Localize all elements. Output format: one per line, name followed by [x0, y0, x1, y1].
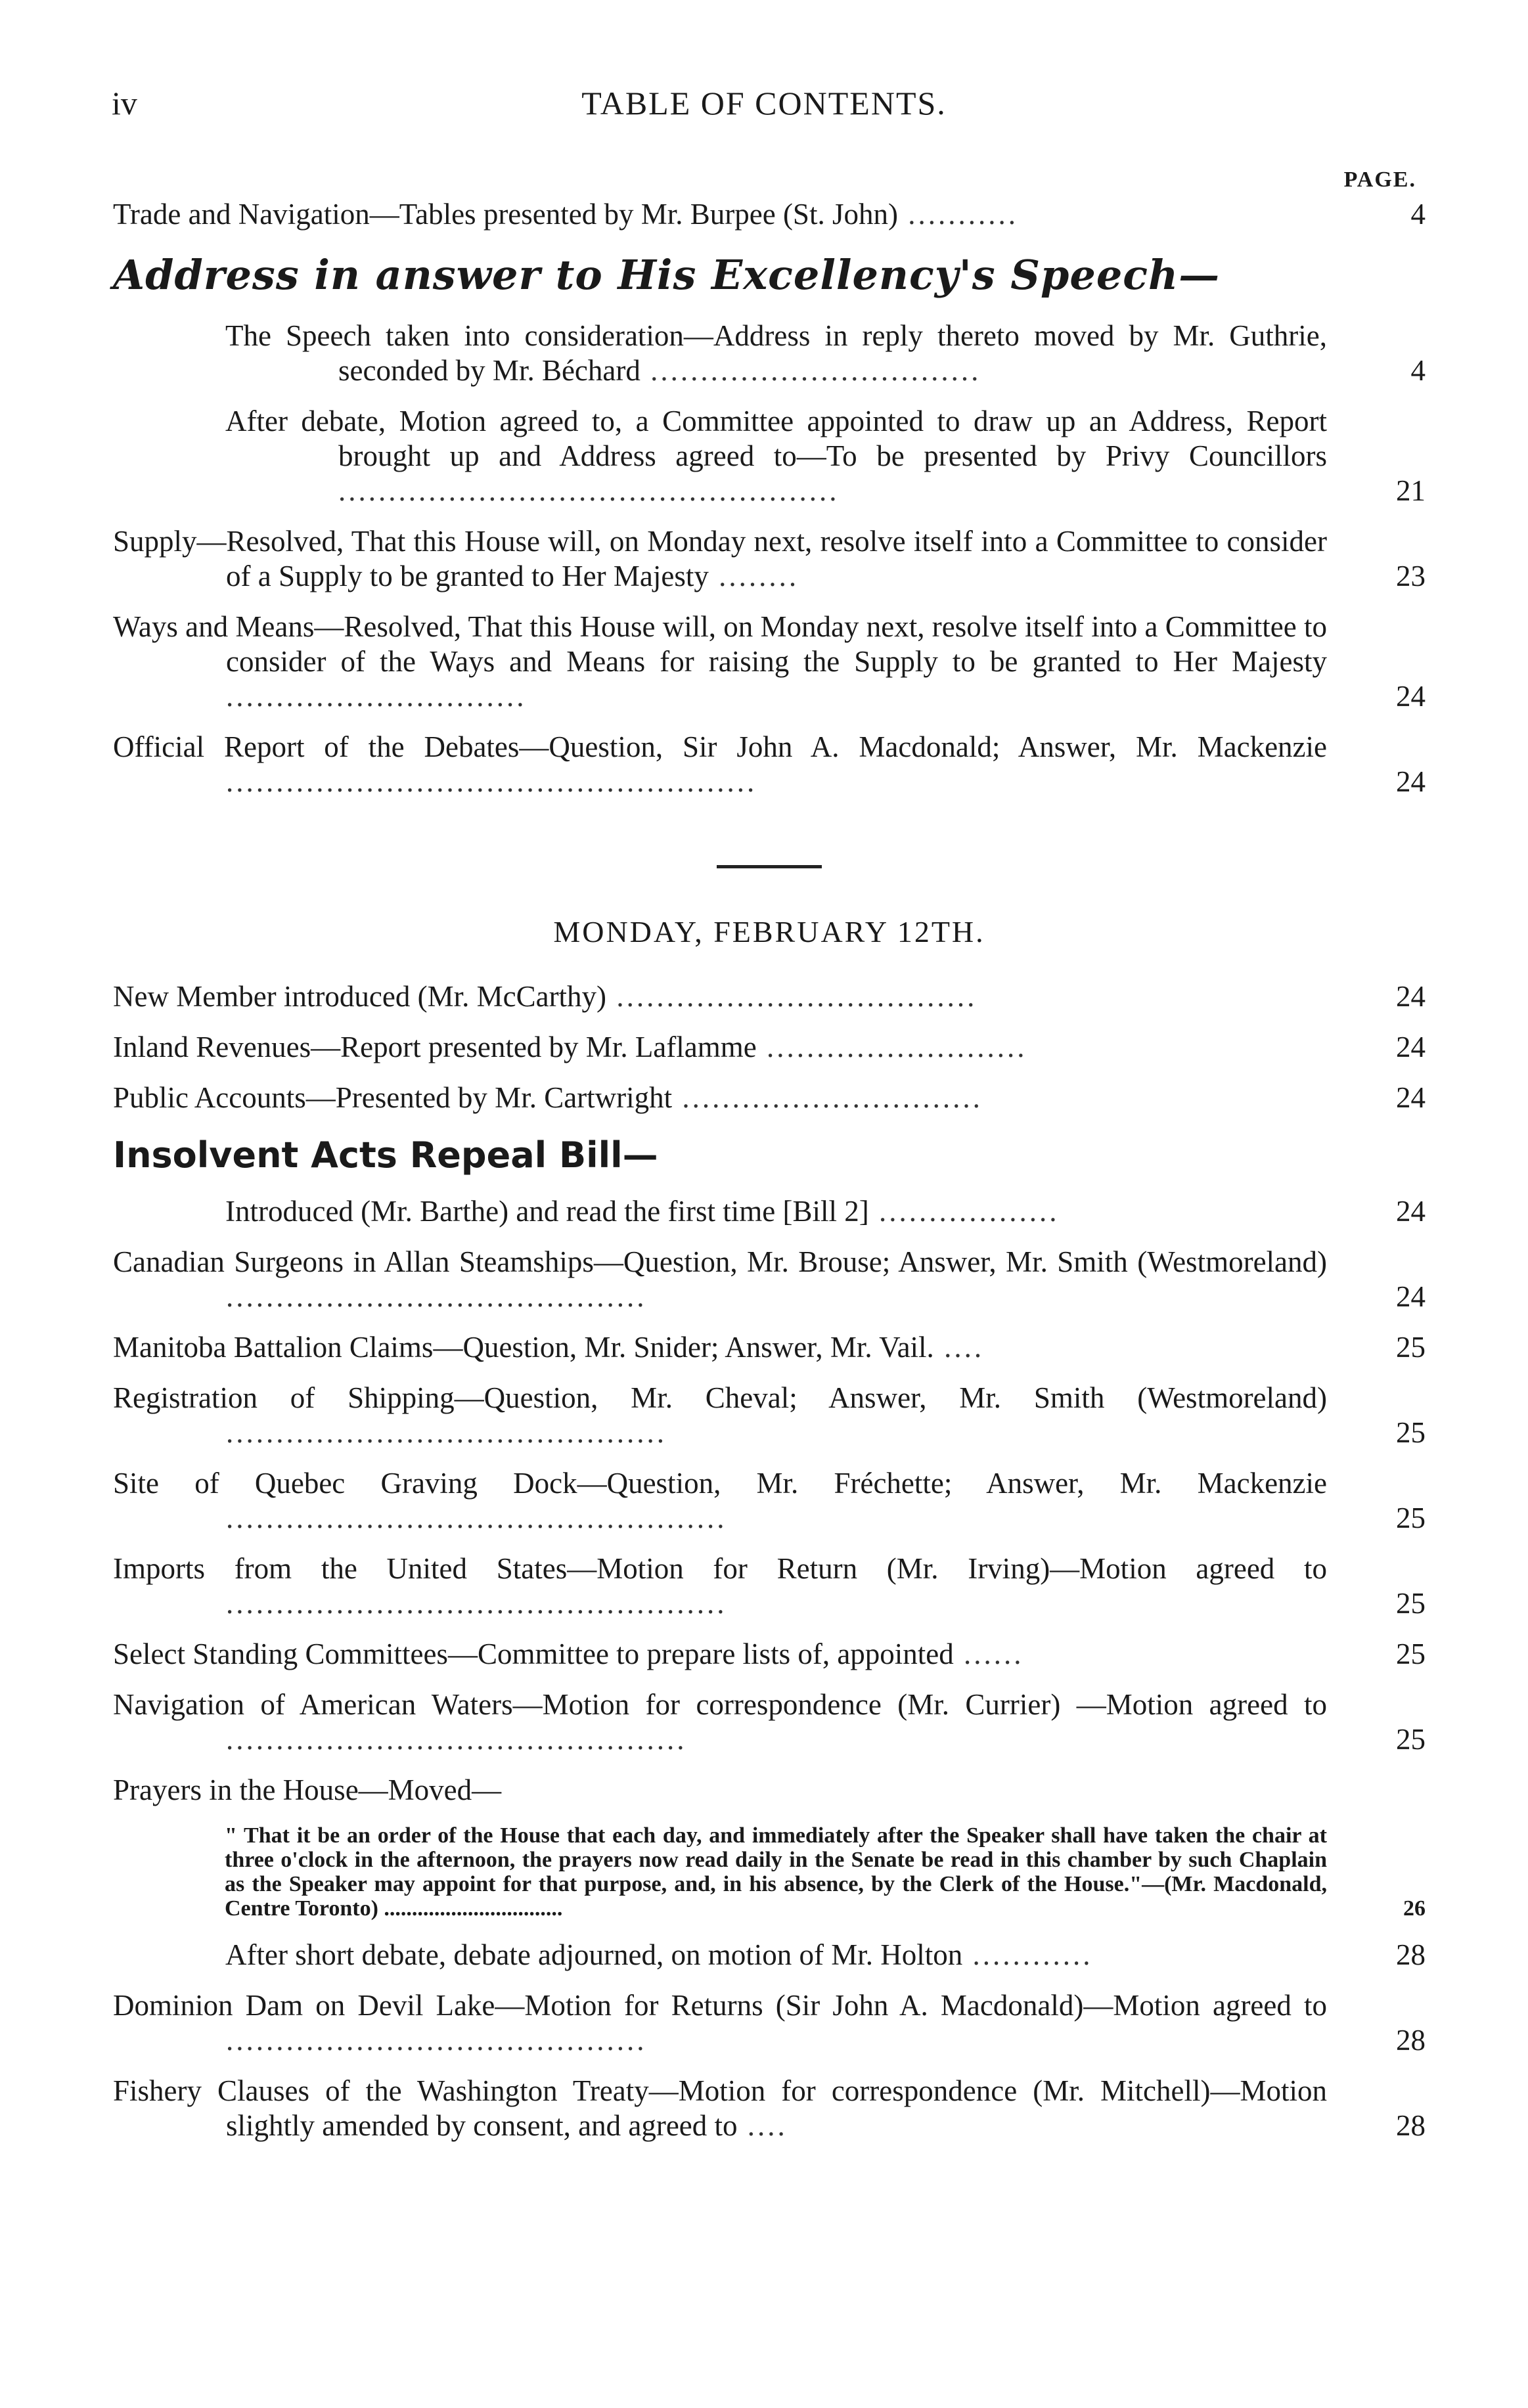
toc-entry-text: Select Standing Committees—Committee to prepare lists of, appointed [113, 1638, 954, 1670]
toc-entry: After debate, Motion agreed to, a Committee appointed to draw up an Address, Report brought up and Address agreed to—To be presented by Privy Councillors .................................................. 21 [225, 405, 1426, 507]
toc-entry-page: 24 [1396, 980, 1426, 1013]
toc-entry: Public Accounts—Presented by Mr. Cartwright .............................. 24 [113, 1081, 1426, 1114]
section-heading-address: Address in answer to His Excellency's Speech— [113, 251, 1221, 299]
toc-entry-text: Imports from the United States—Motion for Return (Mr. Irving)—Motion agreed to [113, 1552, 1327, 1585]
toc-entry-page: 24 [1396, 765, 1426, 798]
toc-entry-text: Canadian Surgeons in Allan Steamships—Question, Mr. Brouse; Answer, Mr. Smith (Westmoreland) [113, 1245, 1327, 1278]
toc-entry: Inland Revenues—Report presented by Mr. Laflamme .......................... 24 [113, 1031, 1426, 1063]
toc-entry: Navigation of American Waters—Motion for correspondence (Mr. Currier) —Motion agreed to .............................................. 25 [113, 1688, 1426, 1756]
toc-entry: Introduced (Mr. Barthe) and read the first time [Bill 2] .................. 24 [225, 1195, 1426, 1228]
toc-entry-text: Prayers in the House—Moved— [113, 1773, 502, 1806]
toc-entry-page: 4 [1410, 198, 1426, 231]
toc-entry-page: 25 [1396, 1416, 1426, 1449]
toc-entry-text: Dominion Dam on Devil Lake—Motion for Returns (Sir John A. Macdonald)—Motion agreed to [113, 1989, 1327, 2022]
contents-body [113, 197, 1426, 2159]
toc-entry-page: 24 [1396, 680, 1426, 713]
section-divider [717, 865, 822, 868]
toc-entry-page: 24 [1396, 1081, 1426, 1114]
toc-entry: Fishery Clauses of the Washington Treaty—Motion for correspondence (Mr. Mitchell)—Motion slightly amended by consent, and agreed to .... 28 [113, 2074, 1426, 2142]
toc-entry-page: 25 [1396, 1587, 1426, 1620]
toc-entry-page: 25 [1396, 1723, 1426, 1756]
page-folio: iv [112, 85, 137, 122]
toc-entry-text: Manitoba Battalion Claims—Question, Mr. Snider; Answer, Mr. Vail. [113, 1331, 934, 1364]
toc-entry-text: Public Accounts—Presented by Mr. Cartwright [113, 1081, 673, 1114]
toc-entry-page: 28 [1396, 2024, 1426, 2057]
toc-entry: Select Standing Committees—Committee to prepare lists of, appointed ...... 25 [113, 1638, 1426, 1670]
toc-entry: Site of Quebec Graving Dock—Question, Mr. Fréchette; Answer, Mr. Mackenzie .................................................. 25 [113, 1467, 1426, 1534]
toc-entry-text: Fishery Clauses of the Washington Treaty—Motion for correspondence (Mr. Mitchell)—Motion slightly amended by consent, and agreed to [113, 2074, 1327, 2142]
toc-entry-page: 23 [1396, 560, 1426, 592]
quoted-motion: " That it be an order of the House that each day, and immediately after the Speaker shall have taken the chair at three o'clock in the afternoon, the prayers now read daily in the Senate be read in this chamber by such Chaplain as the Speaker may appoint for that purpose, and, in his absence, by the Clerk of the House."—(Mr. Macdonald, Centre Toronto) ................................ 26 [225, 1823, 1426, 1921]
toc-entry: Ways and Means—Resolved, That this House will, on Monday next, resolve itself into a Committee to consider of the Ways and Means for raising the Supply to be granted to Her Majesty .............................. 24 [113, 610, 1426, 713]
toc-entry: The Speech taken into consideration—Address in reply thereto moved by Mr. Guthrie, seconded by Mr. Béchard ................................. 4 [225, 319, 1426, 387]
toc-entry: After short debate, debate adjourned, on motion of Mr. Holton ............ 28 [225, 1938, 1426, 1971]
toc-entry-page: 25 [1396, 1502, 1426, 1534]
toc-entry-page: 24 [1396, 1280, 1426, 1313]
toc-entry-page: 26 [1403, 1896, 1426, 1921]
toc-entry-text: New Member introduced (Mr. McCarthy) [113, 980, 607, 1013]
toc-entry: Trade and Navigation—Tables presented by Mr. Burpee (St. John) ........... 4 [113, 198, 1426, 231]
toc-entry: Supply—Resolved, That this House will, on Monday next, resolve itself into a Committee to consider of a Supply to be granted to Her Majesty ........ 23 [113, 525, 1426, 592]
toc-entry-text: Inland Revenues—Report presented by Mr. Laflamme [113, 1031, 757, 1063]
toc-entry-text: Trade and Navigation—Tables presented by Mr. Burpee (St. John) [113, 198, 898, 231]
toc-entry: Manitoba Battalion Claims—Question, Mr. Snider; Answer, Mr. Vail. .... 25 [113, 1331, 1426, 1364]
section-heading-bill: Insolvent Acts Repeal Bill— [113, 1134, 658, 1176]
toc-entry-page: 28 [1396, 1938, 1426, 1971]
toc-entry-text: Official Report of the Debates—Question, Sir John A. Macdonald; Answer, Mr. Mackenzie [113, 730, 1327, 763]
toc-entry-page: 28 [1396, 2109, 1426, 2142]
toc-entry: Imports from the United States—Motion for Return (Mr. Irving)—Motion agreed to .................................................. 25 [113, 1552, 1426, 1620]
toc-entry: Canadian Surgeons in Allan Steamships—Question, Mr. Brouse; Answer, Mr. Smith (Westmoreland) .......................................... 24 [113, 1245, 1426, 1313]
toc-entry-text: Registration of Shipping—Question, Mr. Cheval; Answer, Mr. Smith (Westmoreland) [113, 1381, 1327, 1414]
toc-entry-page: 25 [1396, 1331, 1426, 1364]
toc-entry-text: Navigation of American Waters—Motion for correspondence (Mr. Currier) —Motion agreed to [113, 1688, 1327, 1721]
toc-entry-page: 24 [1396, 1195, 1426, 1228]
toc-entry-text: Ways and Means—Resolved, That this House will, on Monday next, resolve itself into a Committee to consider of the Ways and Means for raising the Supply to be granted to Her Majesty [113, 610, 1327, 678]
quoted-motion-text: " That it be an order of the House that each day, and immediately after the Speaker shall have taken the chair at three o'clock in the afternoon, the prayers now read daily in the Senate be read in this chamber by such Chaplain as the Speaker may appoint for that purpose, and, in his absence, by the Clerk of the House."—(Mr. Macdonald, Centre Toronto) [225, 1823, 1327, 1921]
toc-entry-text: After short debate, debate adjourned, on motion of Mr. Holton [225, 1938, 963, 1971]
running-head [112, 84, 1416, 130]
toc-entry: Registration of Shipping—Question, Mr. Cheval; Answer, Mr. Smith (Westmoreland) ............................................ 25 [113, 1381, 1426, 1449]
toc-entry-page: 24 [1396, 1031, 1426, 1063]
toc-entry-page: 21 [1396, 474, 1426, 507]
date-heading: MONDAY, FEBRUARY 12TH. [553, 915, 985, 948]
toc-entry-text: Supply—Resolved, That this House will, on Monday next, resolve itself into a Committee to consider of a Supply to be granted to Her Majesty [113, 525, 1327, 592]
toc-entry-text: Introduced (Mr. Barthe) and read the first time [Bill 2] [225, 1195, 869, 1228]
toc-entry-text: The Speech taken into consideration—Address in reply thereto moved by Mr. Guthrie, seconded by Mr. Béchard [225, 319, 1327, 387]
toc-entry: Official Report of the Debates—Question, Sir John A. Macdonald; Answer, Mr. Mackenzie ..................................................... 24 [113, 730, 1426, 798]
toc-entry-page: 4 [1410, 354, 1426, 387]
toc-entry: Dominion Dam on Devil Lake—Motion for Returns (Sir John A. Macdonald)—Motion agreed to .......................................... 28 [113, 1989, 1426, 2057]
page-column-heading: PAGE. [1343, 167, 1416, 192]
page-title: TABLE OF CONTENTS. [581, 85, 947, 122]
toc-entry [113, 1773, 1426, 1808]
toc-entry-text: After debate, Motion agreed to, a Committee appointed to draw up an Address, Report brought up and Address agreed to—To be presented by Privy Councillors [225, 405, 1327, 472]
toc-entry-page: 25 [1396, 1638, 1426, 1670]
toc-entry: New Member introduced (Mr. McCarthy) .................................... 24 [113, 980, 1426, 1013]
toc-entry-text: Site of Quebec Graving Dock—Question, Mr. Fréchette; Answer, Mr. Mackenzie [113, 1467, 1327, 1500]
